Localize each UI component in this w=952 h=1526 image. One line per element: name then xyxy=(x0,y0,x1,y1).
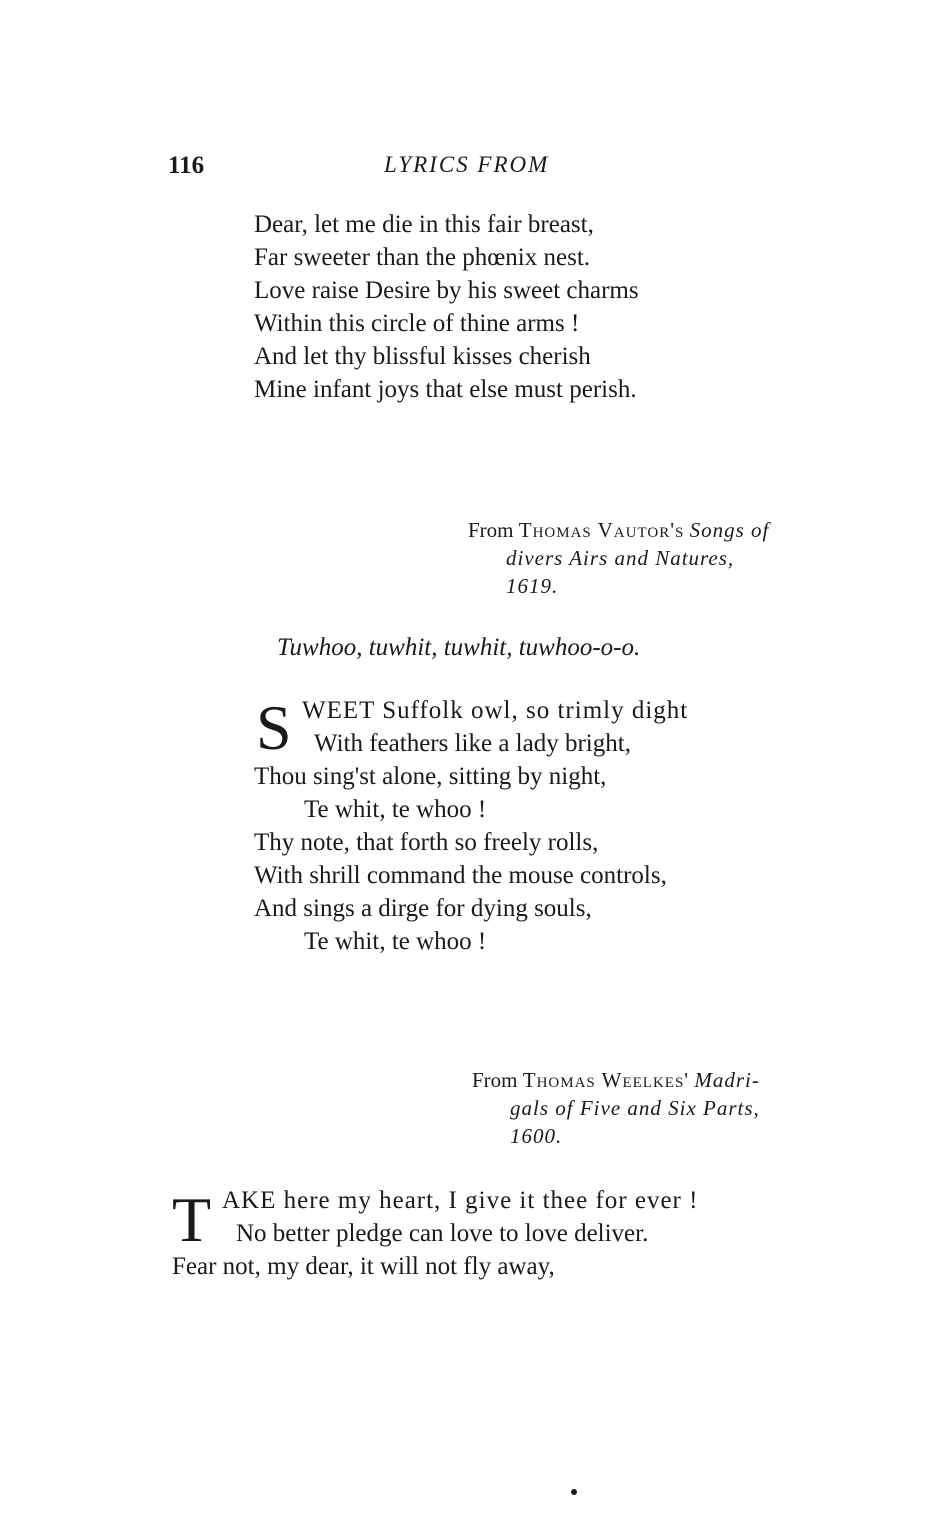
attribution-from: From xyxy=(468,518,514,542)
drop-cap: T xyxy=(172,1184,212,1255)
attribution-vautor xyxy=(468,516,769,600)
verse-line: And sings a dirge for dying souls, xyxy=(254,895,592,922)
attribution-title: Madri- xyxy=(694,1068,760,1092)
verse-line: AKE here my heart, I give it thee for ever ! xyxy=(222,1187,699,1214)
drop-cap: S xyxy=(256,692,292,763)
attribution-year: 1600. xyxy=(510,1124,563,1148)
attribution-author: Thomas Vautor's xyxy=(518,518,685,542)
poem-caption: Tuwhoo, tuwhit, tuwhit, tuwhoo-o-o. xyxy=(277,634,641,661)
attribution-author: Thomas Weelkes' xyxy=(522,1068,690,1092)
attribution-from: From xyxy=(472,1068,518,1092)
verse-line: With feathers like a lady bright, xyxy=(314,730,631,757)
verse-line: No better pledge can love to love deliver. xyxy=(236,1220,649,1247)
ink-speck xyxy=(571,1489,577,1495)
verse-line: Far sweeter than the phœnix nest. xyxy=(254,244,591,271)
verse-line: Dear, let me die in this fair breast, xyxy=(254,211,594,238)
verse-line: Thou sing'st alone, sitting by night, xyxy=(254,763,607,790)
verse-line: Within this circle of thine arms ! xyxy=(254,310,580,337)
verse-line: Love raise Desire by his sweet charms xyxy=(254,277,639,304)
verse-line: Te whit, te whoo ! xyxy=(304,796,487,823)
running-head: LYRICS FROM xyxy=(384,152,550,177)
attribution-title: Songs of xyxy=(689,518,770,542)
poem-3 xyxy=(172,1184,698,1283)
attribution-weelkes xyxy=(472,1066,760,1150)
attribution-title-cont: divers Airs and Natures, xyxy=(506,546,735,570)
page-number: 116 xyxy=(168,152,205,179)
verse-line: Thy note, that forth so freely rolls, xyxy=(254,829,599,856)
verse-line: With shrill command the mouse controls, xyxy=(254,862,667,889)
verse-line: WEET Suffolk owl, so trimly dight xyxy=(302,697,689,724)
verse-line: And let thy blissful kisses cherish xyxy=(254,343,591,370)
verse-line: Fear not, my dear, it will not fly away, xyxy=(172,1253,555,1280)
verse-line: Mine infant joys that else must perish. xyxy=(254,376,637,403)
attribution-title-cont: gals of Five and Six Parts, xyxy=(510,1096,760,1120)
verse-line: Te whit, te whoo ! xyxy=(304,928,487,955)
poem-2 xyxy=(254,694,688,958)
attribution-year: 1619. xyxy=(506,574,559,598)
poem-1 xyxy=(254,208,639,406)
